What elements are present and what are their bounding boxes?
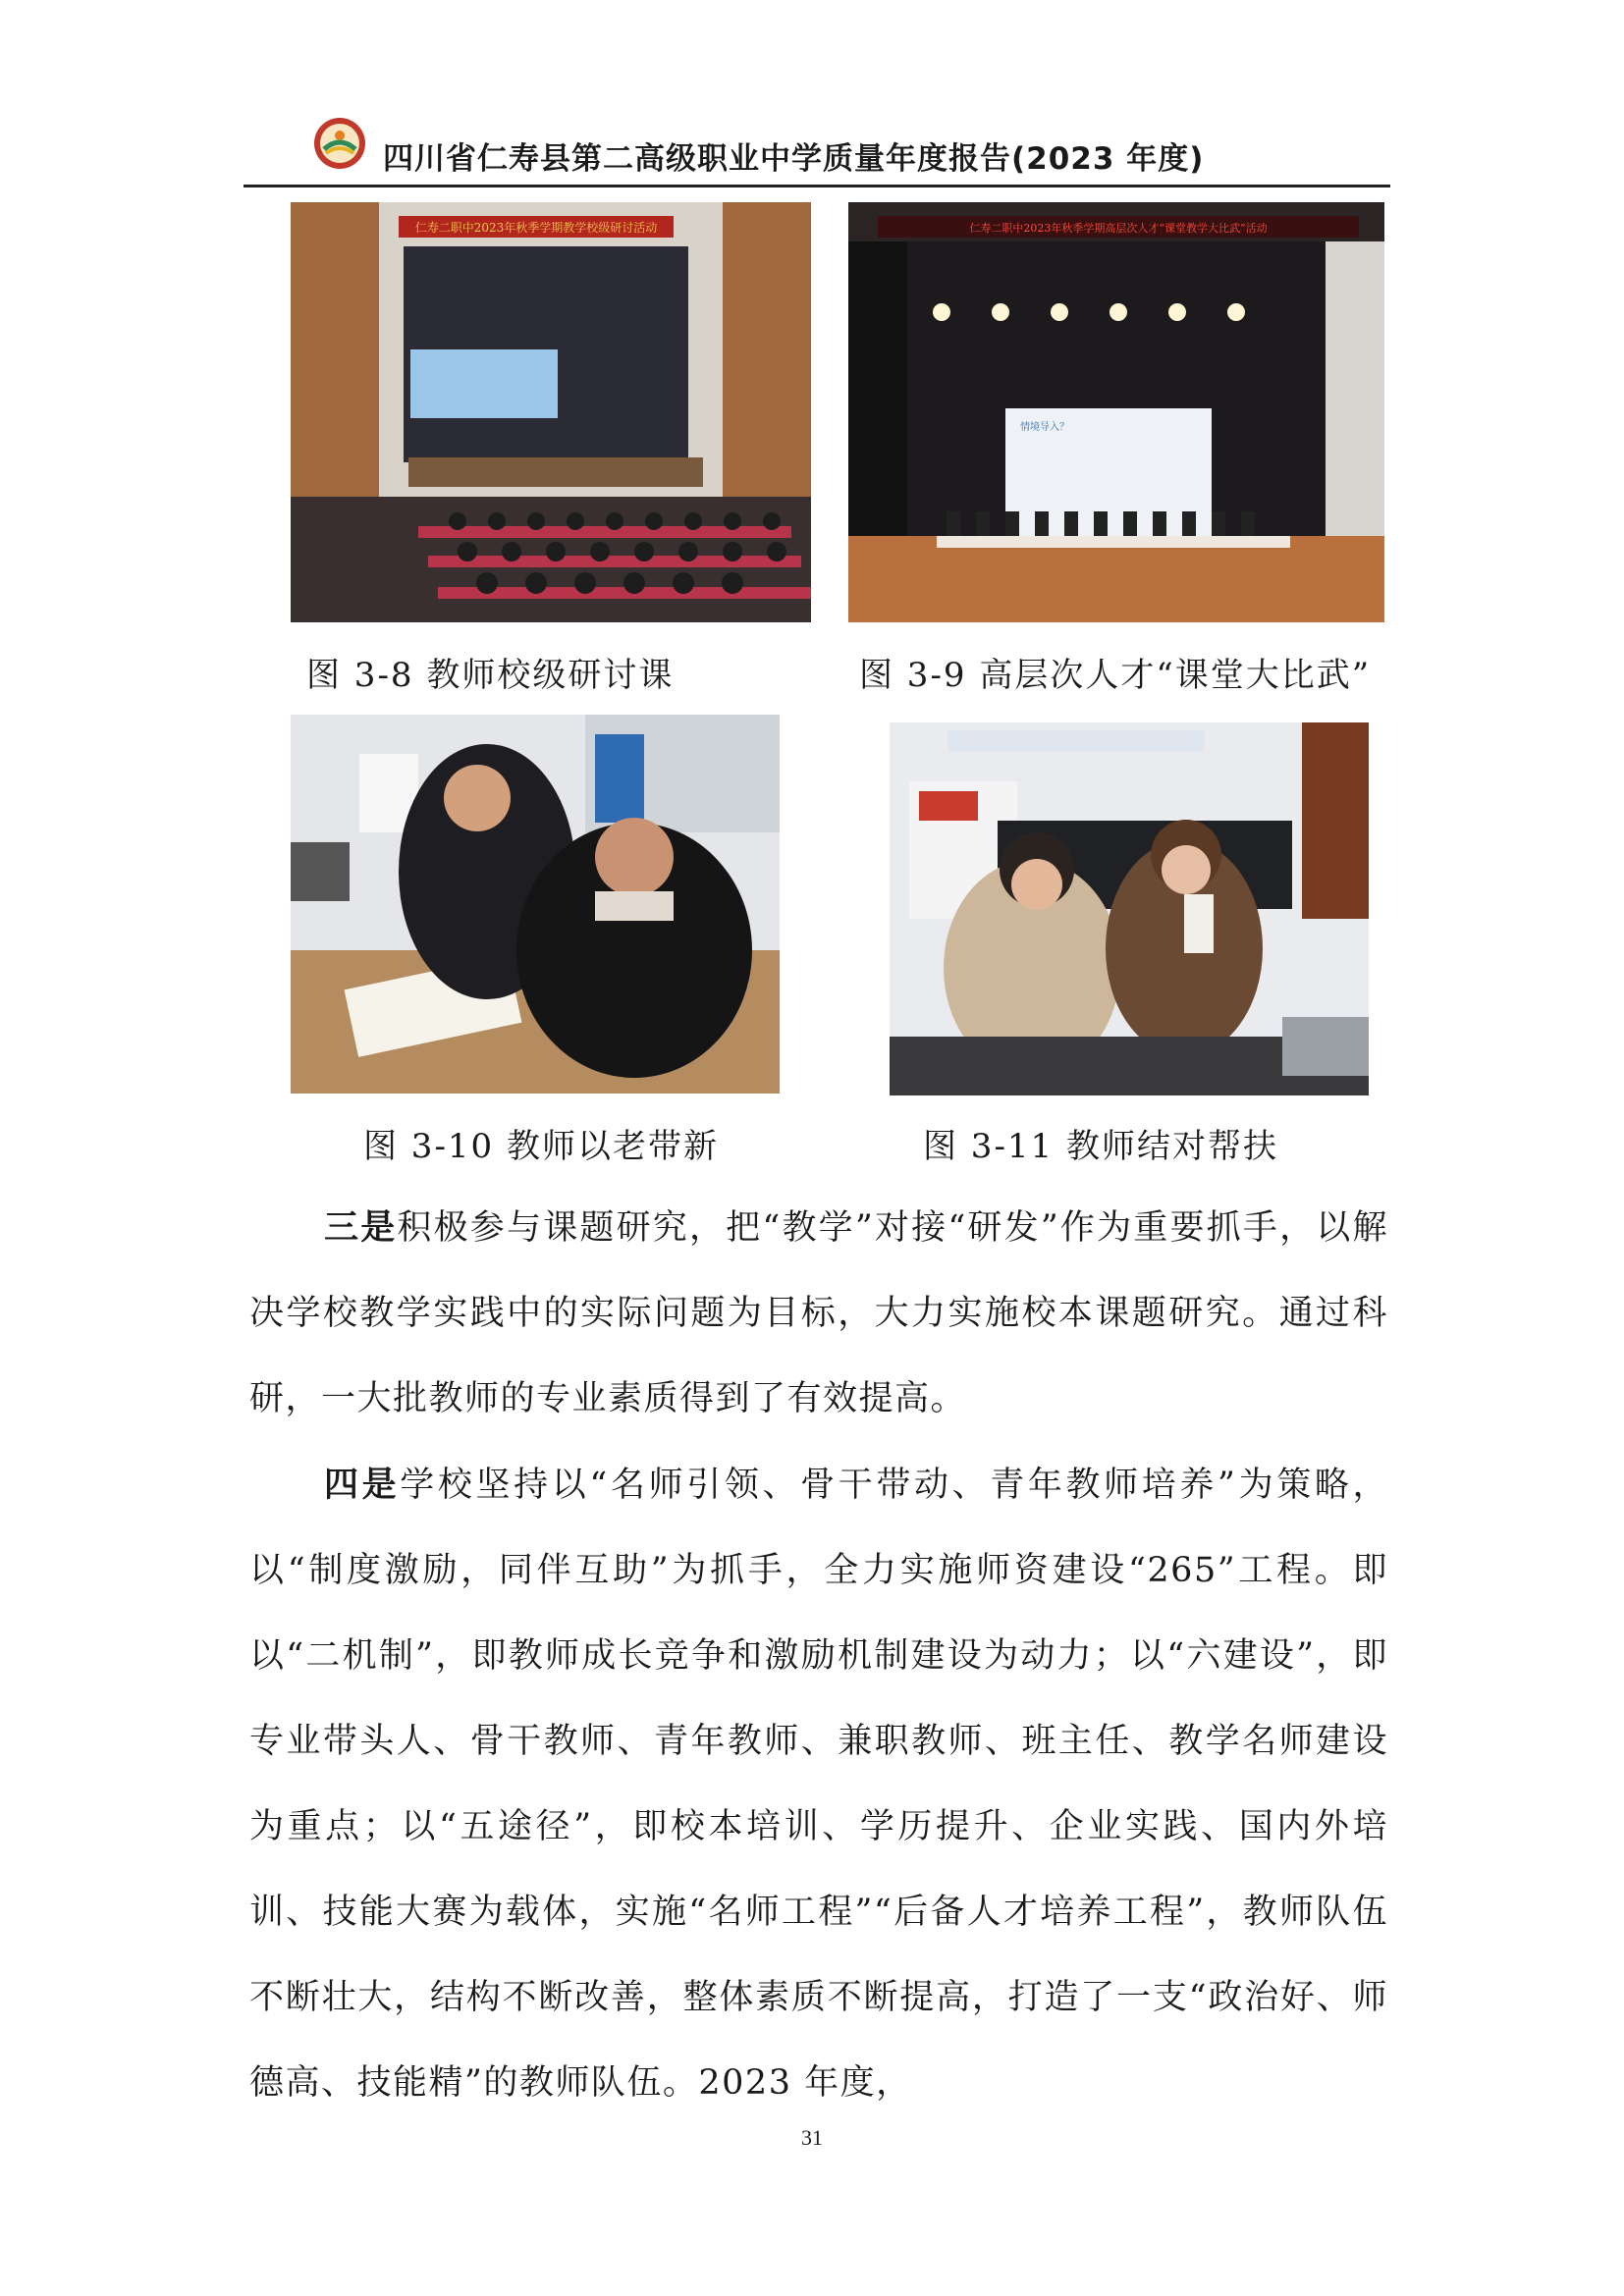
school-emblem-icon: [312, 116, 367, 171]
auditorium-photo: [291, 202, 811, 622]
figure-caption: 图 3-8 教师校级研讨课: [306, 656, 675, 695]
paragraph-lead: 三是: [324, 1208, 398, 1248]
report-title: 四川省仁寿县第二高级职业中学质量年度报告(2023 年度): [383, 141, 1205, 177]
office-mentoring-photo: [291, 715, 780, 1094]
paragraph-text: 积极参与课题研究，把“教学”对接“研发”作为重要抓手，以解决学校教学实践中的实际问题为目标，大力实施校本课题研究。通过科研，一大批教师的专业素质得到了有效提高。: [249, 1208, 1388, 1418]
paragraph-text: 学校坚持以“名师引领、骨干带动、青年教师培养”为策略，以“制度激励，同伴互助”为抓手，全力实施师资建设“265”工程。即以“二机制”，即教师成长竞争和激励机制建设为动力；以“六建设”，即专业带头人、骨干教师、青年教师、兼职教师、班主任、教学名师建设为重点；以“五途径”，即校本培训、学历提升、企业实践、国内外培训、技能大赛为载体，实施“名师工程”“后备人才培养工程”，教师队伍不断壮大，结构不断改善，整体素质不断提高，打造了一支“政治好、师德高、技能精”的教师队伍。2023 年度，: [249, 1466, 1388, 2103]
header-divider: [244, 185, 1390, 187]
stage-banner: 仁寿二职中2023年秋季学期高层次人才“课堂教学大比武”活动: [969, 222, 1268, 235]
page-number: 31: [801, 2125, 823, 2150]
paragraph-lead: 四是: [324, 1466, 401, 1505]
auditorium-banner: 仁寿二职中2023年秋季学期教学校级研讨活动: [414, 221, 658, 235]
figure-caption: 图 3-10 教师以老带新: [363, 1127, 719, 1166]
screen-text: 情境导入？: [1020, 422, 1069, 433]
body-paragraph: [249, 1186, 1388, 1442]
figure-caption: 图 3-11 教师结对帮扶: [923, 1127, 1278, 1166]
body-paragraph: [249, 1443, 1388, 2126]
stage-photo: [848, 202, 1384, 622]
office-pairing-photo: [890, 722, 1369, 1095]
figure-caption: 图 3-9 高层次人才“课堂大比武”: [859, 656, 1372, 695]
